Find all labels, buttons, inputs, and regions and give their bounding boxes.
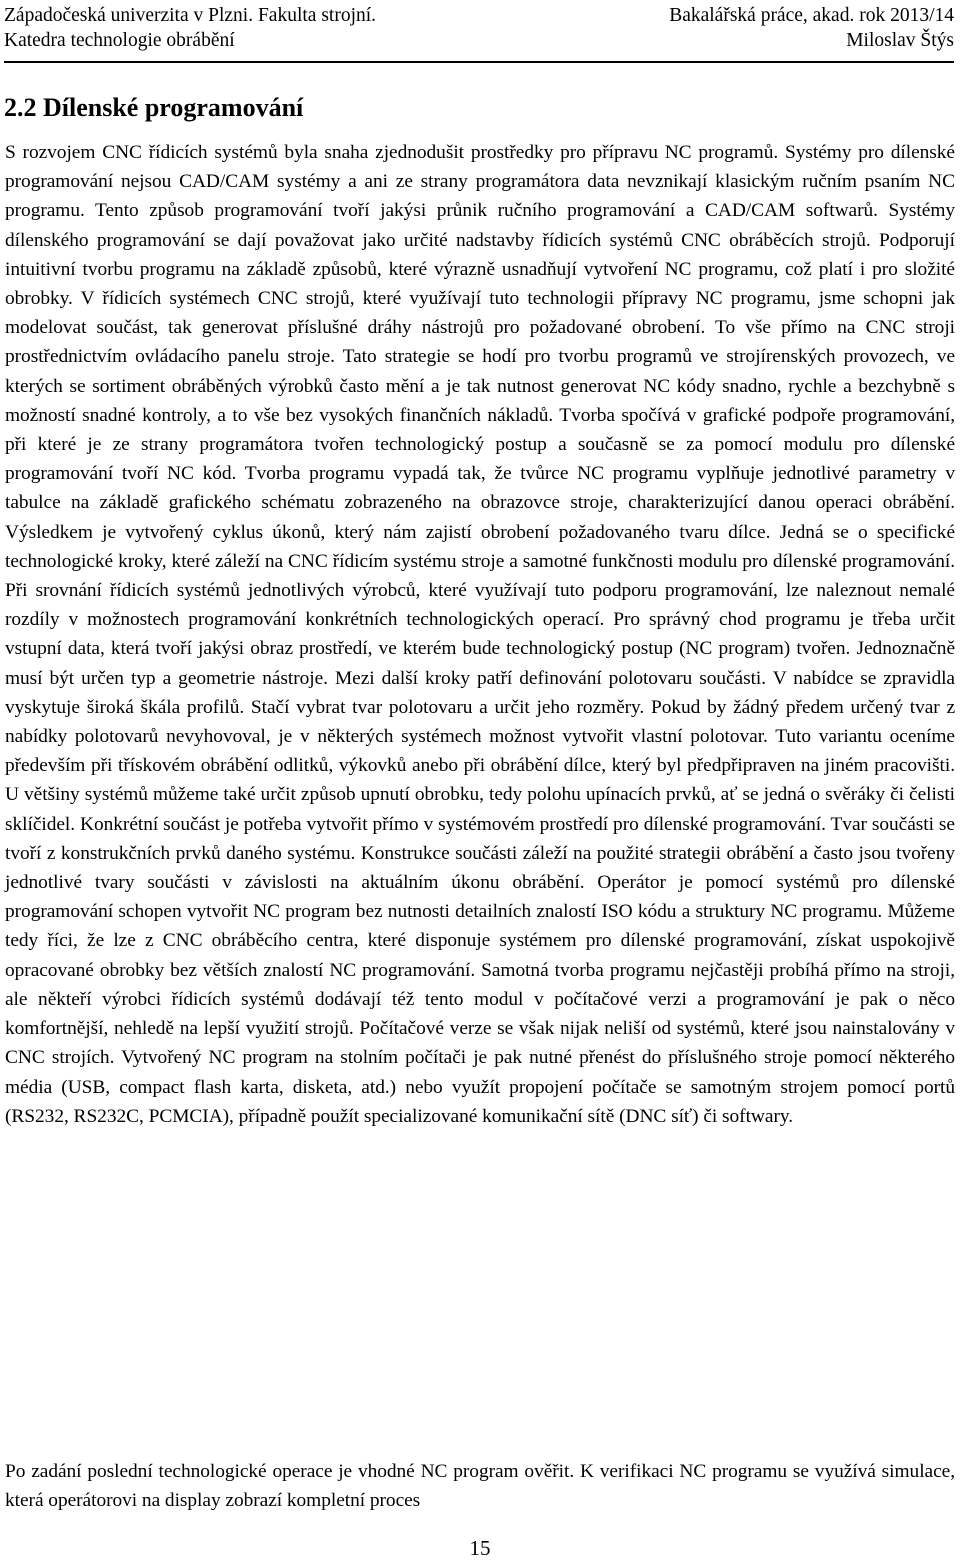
header-university: Západočeská univerzita v Plzni. Fakulta strojní. (4, 5, 377, 26)
header-row-bottom (4, 28, 954, 53)
header-author: Miloslav Štýs (846, 30, 954, 51)
header-thesis-info: Bakalářská práce, akad. rok 2013/14 (669, 5, 954, 26)
body-paragraph-1: S rozvojem CNC řídicích systémů byla snaha zjednodušit prostředky pro přípravu NC programů. Systémy pro dílenské programování nejsou CAD/CAM systémy a ani ze strany programátora data nevznikají klasickým ručním psaním NC programu. Tento způsob programování tvoří jakýsi průnik ručního programování a CAD/CAM softwarů. Systémy dílenského programování se dají považovat jako určité nadstavby řídicích systémů CNC obráběcích strojů. Podporují intuitivní tvorbu programu na základě způsobů, které výrazně usnadňují vytvoření NC programu, což platí i pro složité obrobky. V řídicích systémech CNC strojů, které využívají tuto technologii přípravy NC programu, jsme schopni jak modelovat součást, tak generovat příslušné dráhy nástrojů pro požadované obrobení. To vše přímo na CNC stroji prostřednictvím ovládacího panelu stroje. Tato strategie se hodí pro tvorbu programů ve strojírenských provozech, ve kterých se sortiment obráběných výrobků často mění a je tak nutnost generovat NC kódy snadno, rychle a bezchybně s možností snadné kontroly, a to vše bez vysokých finančních nákladů. Tvorba spočívá v grafické podpoře programování, při které je ze strany programátora tvořen technologický postup a současně se za pomocí modulu pro dílenské programování tvoří NC kód. Tvorba programu vypadá tak, že tvůrce NC programu vyplňuje jednotlivé parametry v tabulce na základě grafického schématu zobrazeného na obrazovce stroje, charakterizující danou operaci obrábění. Výsledkem je vytvořený cyklus úkonů, který nám zajistí obrobení požadovaného tvaru dílce. Jedná se o specifické technologické kroky, které záleží na CNC řídicím systému stroje a samotné funkčnosti modulu pro dílenské programování. Při srovnání řídicích systémů jednotlivých výrobců, které využívají tuto podporu programování, lze naleznout nemalé rozdíly v možnostech programování konkrétních technologických operací. Pro správný chod programu je třeba určit vstupní data, která tvoří jakýsi obraz prostředí, ve kterém bude technologický postup (NC program) tvořen. Jednoznačně musí být určen typ a geometrie nástroje. Mezi další kroky patří definování polotovaru součásti. V nabídce se zpravidla vyskytuje široká škála profilů. Stačí vybrat tvar polotovaru a určit jeho rozměry. Pokud by žádný předem určený tvar z nabídky polotovarů nevyhovoval, je v některých systémech možnost vytvořit vlastní polotovar. Tuto variantu oceníme především při třískovém obrábění odlitků, výkovků anebo při obrábění dílce, který byl předpřipraven na jiném pracovišti. U většiny systémů můžeme také určit způsob upnutí obrobku, tedy polohu upínacích prvků, ať se jedná o svěráky či čelisti sklíčidel. Konkrétní součást je potřeba vytvořit přímo v systémovém prostředí pro dílenské programování. Tvar součásti se tvoří z konstrukčních prvků daného systému. Konstrukce součásti záleží na použité strategii obrábění a často jsou tvořeny jednotlivé tvary součásti v závislosti na aktuálním úkonu obrábění. Operátor je pomocí systémů pro dílenské programování schopen vytvořit NC program bez nutnosti detailních znalostí ISO kódu a struktury NC programu. Můžeme tedy říci, že lze z CNC obráběcího centra, které disponuje systémem pro dílenské programování, získat uspokojivě opracované obrobky bez větších znalostí NC programování. Samotná tvorba programu nejčastěji probíhá přímo na stroji, ale někteří výrobci řídicích systémů dodávají též tento modul v počítačové verzi a programování je pak o něco komfortnější, nehledě na lepší využití strojů. Počítačové verze se však nijak neliší od systémů, které jsou nainstalovány v CNC strojích. Vytvořený NC program na stolním počítači je pak nutné přenést do příslušného stroje pomocí některého média (USB, compact flash karta, disketa, atd.) nebo využít propojení počítače se samotným strojem pomocí portů (RS232, RS232C, PCMCIA), případně použít specializované komunikační sítě (DNC síť) či softwary. (5, 142, 955, 1127)
body-paragraph-2: Po zadání poslední technologické operace je vhodné NC program ověřit. K verifikaci NC programu se využívá simulace, která operátorovi na display zobrazí kompletní proces (5, 1461, 955, 1512)
header-row-top (4, 3, 954, 28)
page-header (4, 3, 954, 63)
header-department: Katedra technologie obrábění (4, 30, 235, 51)
page-number: 15 (469, 1536, 491, 1560)
section-title: 2.2 Dílenské programování (4, 93, 304, 122)
